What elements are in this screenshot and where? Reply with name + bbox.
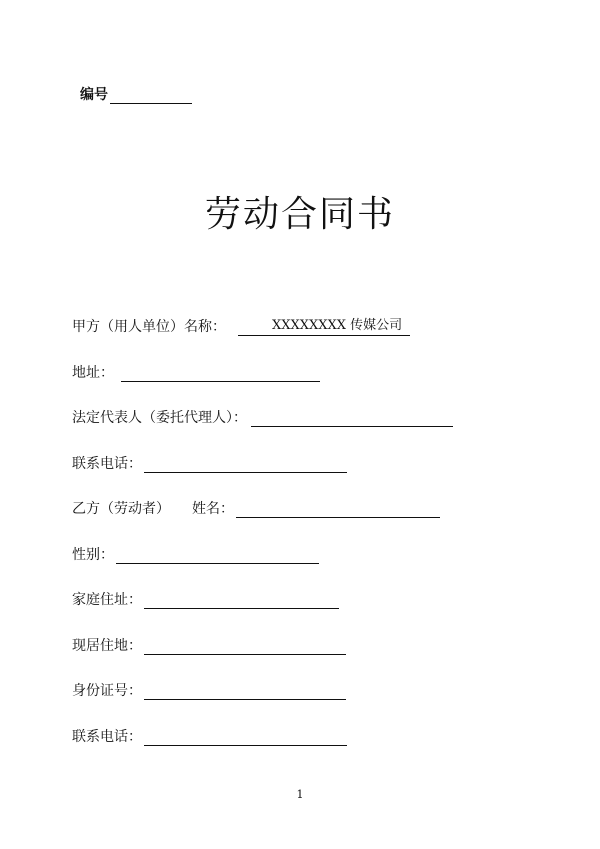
party-b-gender-field [72, 546, 319, 564]
party-a-address-field [72, 364, 320, 382]
party-a-name-value: XXXXXXXX 传媒公司 [272, 318, 403, 333]
party-b-home-address-blank[interactable] [144, 591, 339, 609]
party-b-gender-blank[interactable] [116, 546, 319, 564]
party-b-home-address-field [72, 591, 339, 609]
party-a-phone-field [72, 455, 347, 473]
party-b-name-label: 姓名： [192, 501, 234, 517]
party-b-gender-label: 性别： [72, 547, 114, 563]
party-b-current-address-field [72, 637, 346, 655]
party-b-id-number-field [72, 682, 346, 700]
party-b-phone-blank[interactable] [144, 728, 347, 746]
party-b-current-address-label: 现居住地： [72, 638, 142, 654]
party-a-phone-label: 联系电话： [72, 456, 142, 472]
party-b-phone-label: 联系电话： [72, 729, 142, 745]
document-number-field [80, 84, 192, 104]
document-title: 劳动合同书 [204, 194, 395, 235]
party-b-id-number-label: 身份证号： [72, 683, 142, 699]
party-b-home-address-label: 家庭住址： [72, 592, 142, 608]
party-a-legal-rep-label: 法定代表人（委托代理人）： [72, 410, 247, 426]
document-number-label: 编号 [80, 87, 108, 103]
party-b-current-address-blank[interactable] [144, 637, 346, 655]
page-number: 1 [296, 788, 304, 801]
party-a-legal-rep-blank[interactable] [251, 409, 453, 427]
document-number-blank[interactable] [110, 87, 192, 104]
party-b-id-number-blank[interactable] [144, 682, 346, 700]
party-a-name-field [72, 318, 410, 336]
party-a-legal-rep-field [72, 409, 453, 427]
party-a-name-blank[interactable] [238, 318, 410, 336]
party-a-name-label: 甲方（用人单位）名称： [72, 319, 226, 335]
party-b-phone-field [72, 728, 347, 746]
party-b-name-field [72, 500, 440, 518]
party-a-phone-blank[interactable] [144, 455, 347, 473]
party-a-address-label: 地址： [72, 365, 114, 381]
party-b-label: 乙方（劳动者） [72, 501, 170, 517]
party-b-name-blank[interactable] [236, 500, 440, 518]
party-a-address-blank[interactable] [121, 364, 320, 382]
